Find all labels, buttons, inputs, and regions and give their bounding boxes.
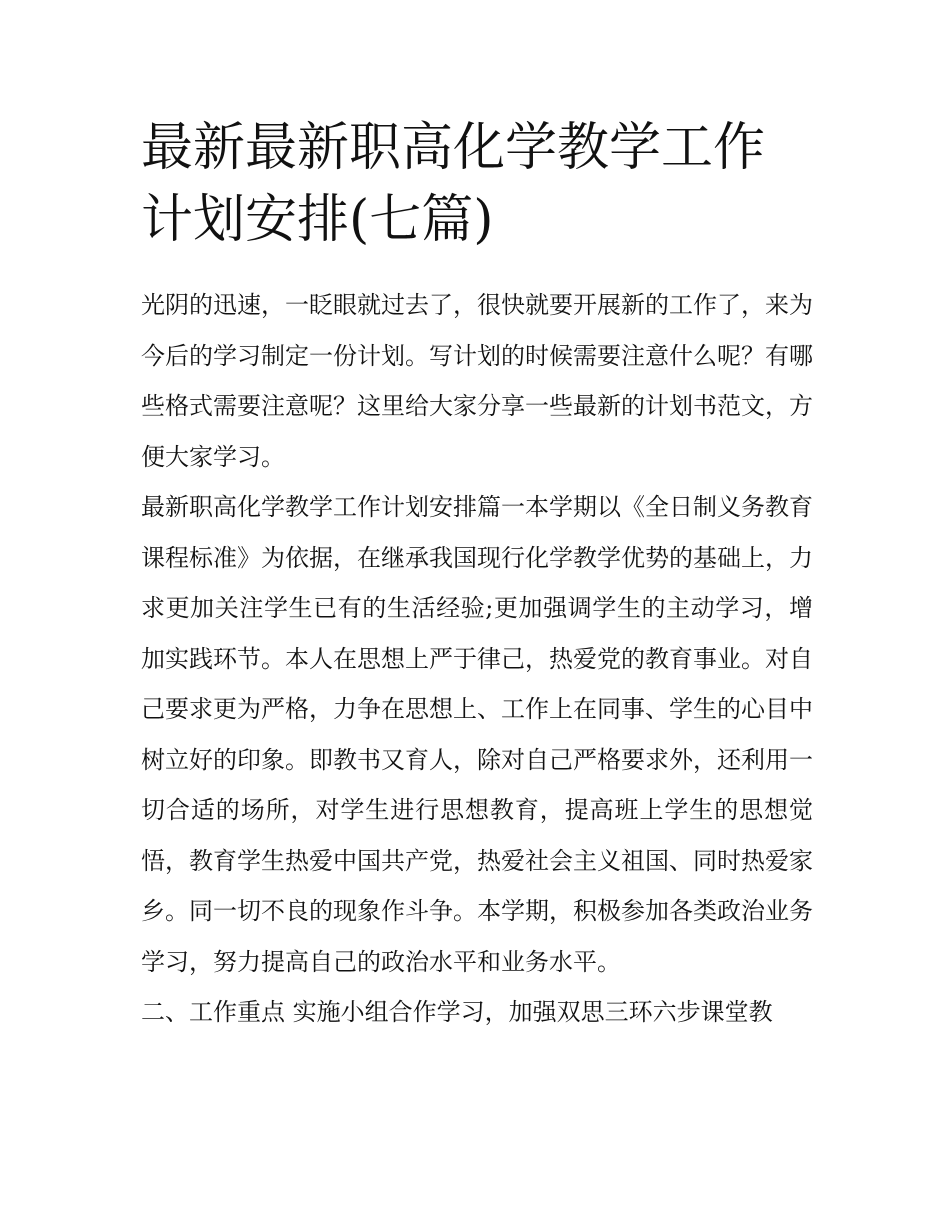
section-paragraph: 二、工作重点 实施小组合作学习，加强双思三环六步课堂教	[141, 998, 773, 1026]
document-title: 最新最新职高化学教学工作计划安排(七篇)	[141, 118, 766, 250]
intro-paragraph: 光阴的迅速，一眨眼就过去了，很快就要开展新的工作了，来为今后的学习制定一份计划。写计划的时候需要注意什么呢？有哪些格式需要注意呢？这里给大家分享一些最新的计划书范文，方便大家学习。	[141, 291, 813, 471]
body-paragraph: 最新职高化学教学工作计划安排篇一本学期以《全日制义务教育课程标准》为依据，在继承我国现行化学教学优势的基础上，力求更加关注学生已有的生活经验;更加强调学生的主动学习，增加实践环节。本人在思想上严于律己，热爱党的教育事业。对自己要求更为严格，力争在思想上、工作上在同事、学生的心目中树立好的印象。即教书又育人，除对自己严格要求外，还利用一切合适的场所，对学生进行思想教育，提高班上学生的思想觉悟，教育学生热爱中国共产党，热爱社会主义祖国、同时热爱家乡。同一切不良的现象作斗争。本学期，积极参加各类政治业务学习，努力提高自己的政治水平和业务水平。	[141, 493, 813, 976]
document-body	[141, 112, 813, 1038]
